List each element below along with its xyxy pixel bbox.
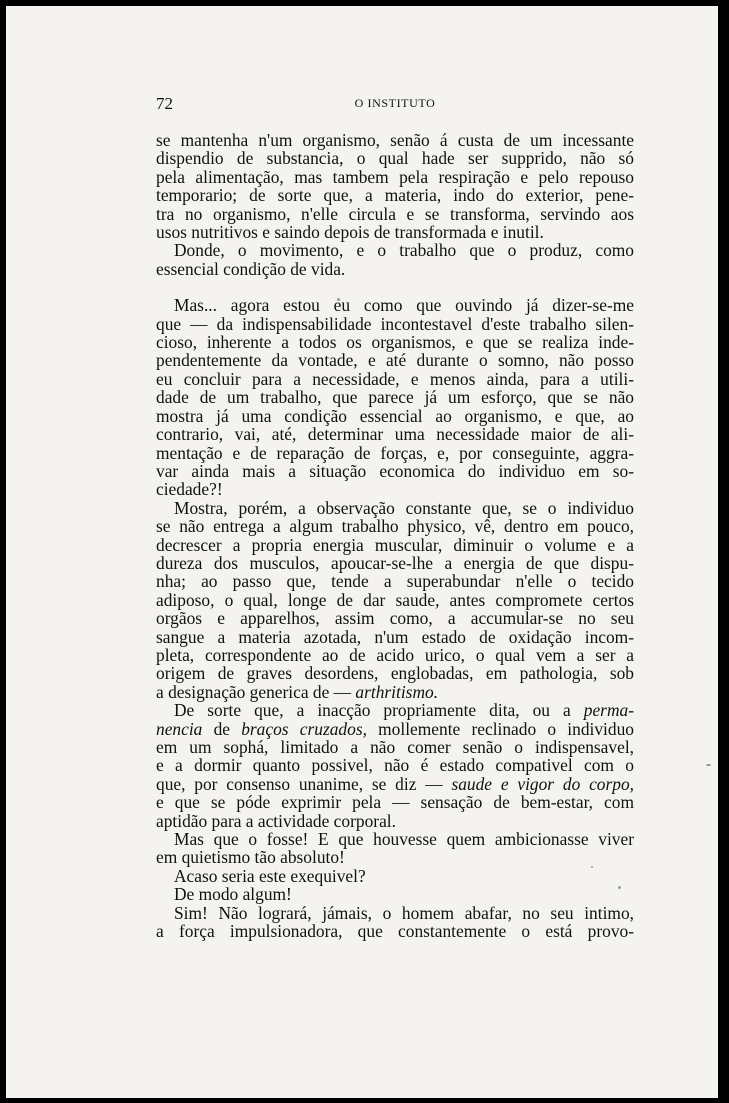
text-run: De sorte que, a inacção propriamente dita, ou a xyxy=(174,700,571,721)
text-run: e a dormir quanto possivel, não é estado compativel com o xyxy=(156,755,634,776)
text-run: Mas que o fosse! E que houvesse quem ambicionasse viver xyxy=(174,829,634,850)
text-run: mollemente reclinado o individuo xyxy=(378,718,634,739)
text-line xyxy=(156,775,634,793)
text-run: a força impulsionadora, que constantemente o está provo- xyxy=(156,921,634,942)
text-line xyxy=(156,241,634,259)
text-line xyxy=(156,315,634,333)
running-title: O INSTITUTO xyxy=(354,96,436,110)
text-line xyxy=(156,793,634,811)
text-run: Donde, o movimento, e o trabalho que o produz, como xyxy=(174,240,634,261)
text-line xyxy=(156,646,634,664)
text-run: e que se póde exprimir pela — sensação de bem-estar, com xyxy=(156,792,634,813)
text-run: pela alimentação, mas tambem pela respiração e pelo repouso xyxy=(156,166,634,187)
text-line xyxy=(156,904,634,922)
text-line xyxy=(156,333,634,351)
text-run: adiposo, o qual, longe de dar saude, antes compromete certos xyxy=(156,589,634,610)
text-run: contrario, vai, até, determinar uma necessidade maior de ali- xyxy=(156,424,634,445)
running-header xyxy=(156,94,634,116)
text-line xyxy=(156,720,634,738)
text-line xyxy=(156,260,634,278)
text-run: temporario; de sorte que, a materia, indo do exterior, pene- xyxy=(156,185,634,206)
text-run: sangue a materia azotada, n'um estado de oxidação incom- xyxy=(156,626,634,647)
text-run: em um sophá, limitado a não comer senão o indispensavel, xyxy=(156,737,634,757)
text-line xyxy=(156,131,634,149)
text-line xyxy=(156,517,634,535)
text-line xyxy=(156,205,634,223)
text-run: aptidão para a actividade corporal. xyxy=(156,810,396,831)
text-run: dureza dos musculos, apoucar-se-lhe a energia de que dispu- xyxy=(156,552,634,573)
text-line xyxy=(156,296,634,314)
text-line xyxy=(156,407,634,425)
text-line xyxy=(156,351,634,369)
text-line xyxy=(156,480,634,498)
text-run: decrescer a propria energia muscular, diminuir o volume e a xyxy=(156,534,634,555)
text-line xyxy=(156,444,634,462)
text-run: Mostra, porém, a observação constante que, se o individuo xyxy=(174,497,634,518)
italic-run: braços cruzados, xyxy=(241,718,367,739)
text-line xyxy=(156,536,634,554)
text-line xyxy=(156,683,634,701)
text-line xyxy=(156,664,634,682)
text-run: a designação generica de — xyxy=(156,681,352,702)
text-run: tra no organismo, n'elle circula e se transforma, servindo aos xyxy=(156,203,634,224)
page-number: 72 xyxy=(156,94,173,113)
text-run: essencial condição de vida. xyxy=(156,258,346,279)
text-run: pendentemente da vontade, e até durante o somno, não posso xyxy=(156,350,634,371)
scan-speck xyxy=(706,764,711,766)
text-line xyxy=(156,922,634,940)
text-run: pleta, correspondente ao de acido urico, o qual vem a ser a xyxy=(156,644,634,665)
text-run: de xyxy=(213,718,230,739)
text-run: se não entrega a algum trabalho physico, vê, dentro em pouco, xyxy=(156,516,634,537)
text-line xyxy=(156,370,634,388)
text-run: ciedade?! xyxy=(156,479,223,500)
text-run: origem de graves desordens, englobadas, em pathologia, sob xyxy=(156,663,634,684)
text-line xyxy=(156,628,634,646)
text-run: que, por consenso unanime, se diz — xyxy=(156,773,443,794)
text-run: mostra já uma condição essencial ao organismo, e que, ao xyxy=(156,405,634,426)
italic-run: saude e vigor do corpo, xyxy=(451,773,634,794)
text-run: usos nutritivos e saindo depois de transformada e inutil. xyxy=(156,222,544,243)
text-line xyxy=(156,149,634,167)
text-line xyxy=(156,168,634,186)
text-run: Mas... agora estou eu como que ouvindo já dizer-se-me xyxy=(174,295,634,316)
text-line xyxy=(156,425,634,443)
italic-run: perma- xyxy=(583,700,634,721)
text-line xyxy=(156,186,634,204)
text-run: que — da indispensabilidade incontestavel d'este trabalho silen- xyxy=(156,313,634,334)
text-run: dispendio de substancia, o qual hade ser supprido, não só xyxy=(156,148,634,169)
text-run: em quietismo tão absoluto! xyxy=(156,847,345,868)
text-line xyxy=(156,848,634,866)
text-line xyxy=(156,609,634,627)
text-run: mentação e de reparação de forças, e, por conseguinte, aggra- xyxy=(156,442,634,463)
text-run: Acaso seria este exequivel? xyxy=(174,865,366,886)
text-line xyxy=(156,812,634,830)
text-run: orgãos e apparelhos, assim como, a accumular-se no seu xyxy=(156,608,634,629)
text-run: Sim! Não logrará, jámais, o homem abafar, no seu intimo, xyxy=(174,902,634,923)
body-text xyxy=(156,131,634,940)
text-line xyxy=(156,388,634,406)
text-line xyxy=(156,591,634,609)
paragraph-gap xyxy=(156,278,634,296)
text-line xyxy=(156,756,634,774)
text-run: var ainda mais a situação economica do individuo em so- xyxy=(156,460,634,481)
italic-run: arthritismo. xyxy=(355,681,439,702)
text-line xyxy=(156,867,634,885)
text-line xyxy=(156,499,634,517)
text-line xyxy=(156,554,634,572)
text-line xyxy=(156,738,634,756)
text-run: cioso, inherente a todos os organismos, e que se realiza inde- xyxy=(156,332,634,353)
text-line xyxy=(156,462,634,480)
text-run: dade de um trabalho, que parece já um esforço, que se não xyxy=(156,387,634,408)
text-run: nha; ao passo que, tende a superabundar n'elle o tecido xyxy=(156,571,634,592)
text-line xyxy=(156,885,634,903)
text-run: De modo algum! xyxy=(174,884,292,905)
italic-run: nencia xyxy=(156,718,203,739)
text-run: eu concluir para a necessidade, e menos ainda, para a utili- xyxy=(156,368,634,389)
text-line xyxy=(156,572,634,590)
text-line xyxy=(156,701,634,719)
text-run: se mantenha n'um organismo, senão á custa de um incessante xyxy=(156,130,634,150)
book-page xyxy=(6,6,718,1098)
text-line xyxy=(156,223,634,241)
text-line xyxy=(156,830,634,848)
